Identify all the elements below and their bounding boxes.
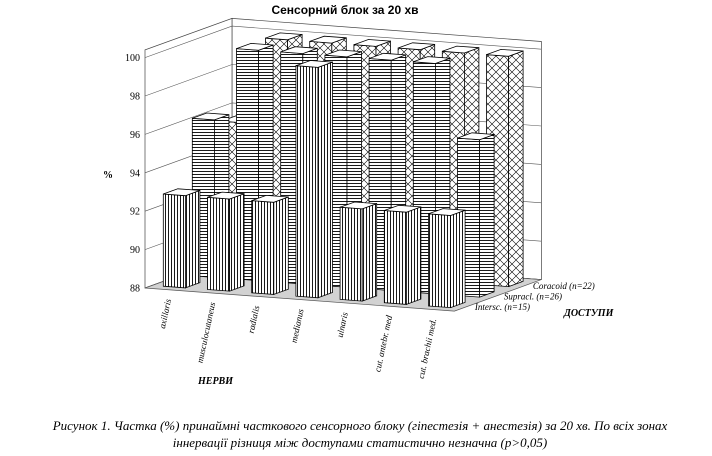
bar-3d [296,61,333,298]
series-label: Coracoid (n=22) [532,280,595,291]
bar-side [509,51,523,287]
y-tick-label: 96 [130,129,140,141]
y-tick-label: 98 [130,91,140,103]
bar-side [451,210,466,307]
y-tick-label: 88 [130,283,140,295]
bar-front [429,214,451,308]
x-axis-title: НЕРВИ [198,376,234,387]
category-label: musculocutaneus [194,301,218,364]
bar-front [296,66,318,298]
bar-side [185,190,200,288]
bar-side [230,194,245,291]
bar-front [340,207,362,301]
bar-side [480,135,495,298]
bar-3d [340,202,377,301]
bar-3d [163,189,200,288]
series-axis-title: ДОСТУПИ [564,308,614,319]
figure-caption-line-2: іннервації різниця між доступами статистично незначна (p>0,05) [172,435,548,450]
bar-side [406,207,421,305]
bar-front [208,197,230,291]
series-label: Intersc. (n=15) [474,301,530,312]
category-label: radialis [245,304,262,335]
bar-front [384,211,406,305]
category-label: cut. brachii med. [415,317,439,380]
bar-3d [208,192,245,291]
bar-side [274,197,289,294]
series-label: Supracl. (n=26) [503,291,562,302]
y-tick-label: 92 [130,206,140,218]
bar-front [252,201,274,295]
category-label: ulnaris [334,311,350,339]
y-tick-label: 90 [130,245,140,257]
bar-front [163,194,185,288]
figure-caption-line-1: Рисунок 1. Частка (%) принаймні часткового сенсорного блоку (гіпестезія + анестезія) за 20 хв. По всіх зонах [52,418,668,433]
bar-side [362,204,377,302]
bar-side [318,62,333,298]
y-tick-label: 100 [125,53,140,65]
bar-3d [429,209,466,308]
y-axis-label: % [103,170,113,181]
chart-title: Сенсорний блок за 20 хв [271,3,419,17]
category-label: medianus [288,307,306,344]
category-label: axillaris [157,297,174,330]
bar-3d [252,195,289,294]
category-label: cut. antebr. med [372,314,395,373]
bar-3d [384,205,421,304]
y-tick-label: 94 [130,168,140,180]
